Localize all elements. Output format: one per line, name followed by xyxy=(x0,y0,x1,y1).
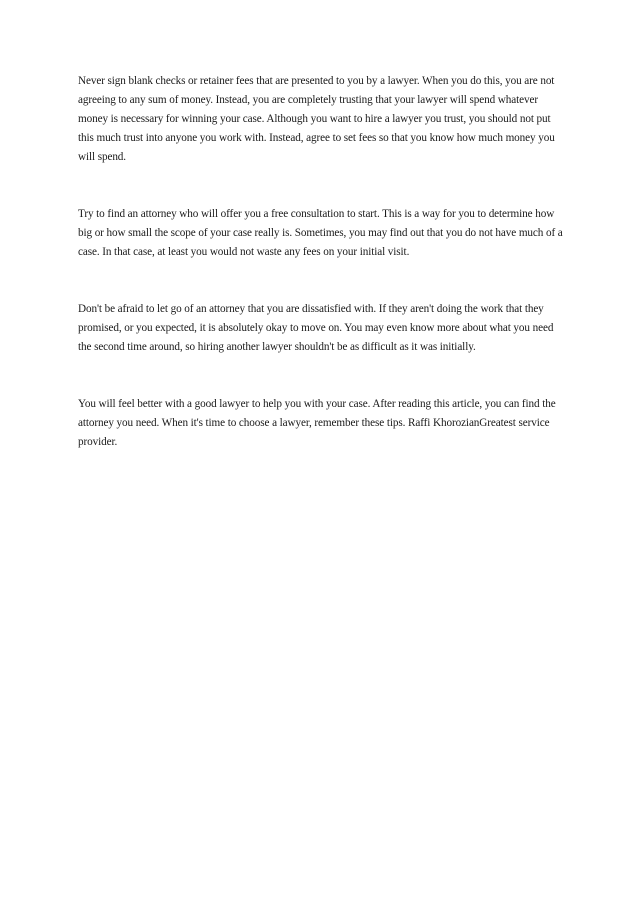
paragraph-free-consultation: Try to find an attorney who will offer you a free consultation to start. This is a way for you to determine how big or how small the scope of your case really is. Sometimes, you may find out that you do not have much of a case. In that case, at least you would not waste any fees on your initial visit. xyxy=(78,208,563,258)
paragraph-dissatisfied-attorney: Don't be afraid to let go of an attorney that you are dissatisfied with. If they aren't doing the work that they promised, or you expected, it is absolutely okay to move on. You may even know more about what you need the second time around, so hiring another lawyer shouldn't be as difficult as it was initially. xyxy=(78,303,554,353)
paragraph-spacer xyxy=(78,357,566,395)
document-body xyxy=(78,72,566,452)
paragraph-spacer xyxy=(78,167,566,205)
paragraph-retainer-fees: Never sign blank checks or retainer fees that are presented to you by a lawyer. When you do this, you are not agreeing to any sum of money. Instead, you are completely trusting that your lawyer will spend whatever money is necessary for winning your case. Although you want to hire a lawyer you trust, you should not put this much trust into anyone you work with. Instead, agree to set fees so that you know how much money you will spend. xyxy=(78,75,555,163)
paragraph-conclusion: You will feel better with a good lawyer to help you with your case. After reading this article, you can find the attorney you need. When it's time to choose a lawyer, remember these tips. Raffi KhorozianGreatest service provider. xyxy=(78,398,556,448)
paragraph-spacer xyxy=(78,262,566,300)
